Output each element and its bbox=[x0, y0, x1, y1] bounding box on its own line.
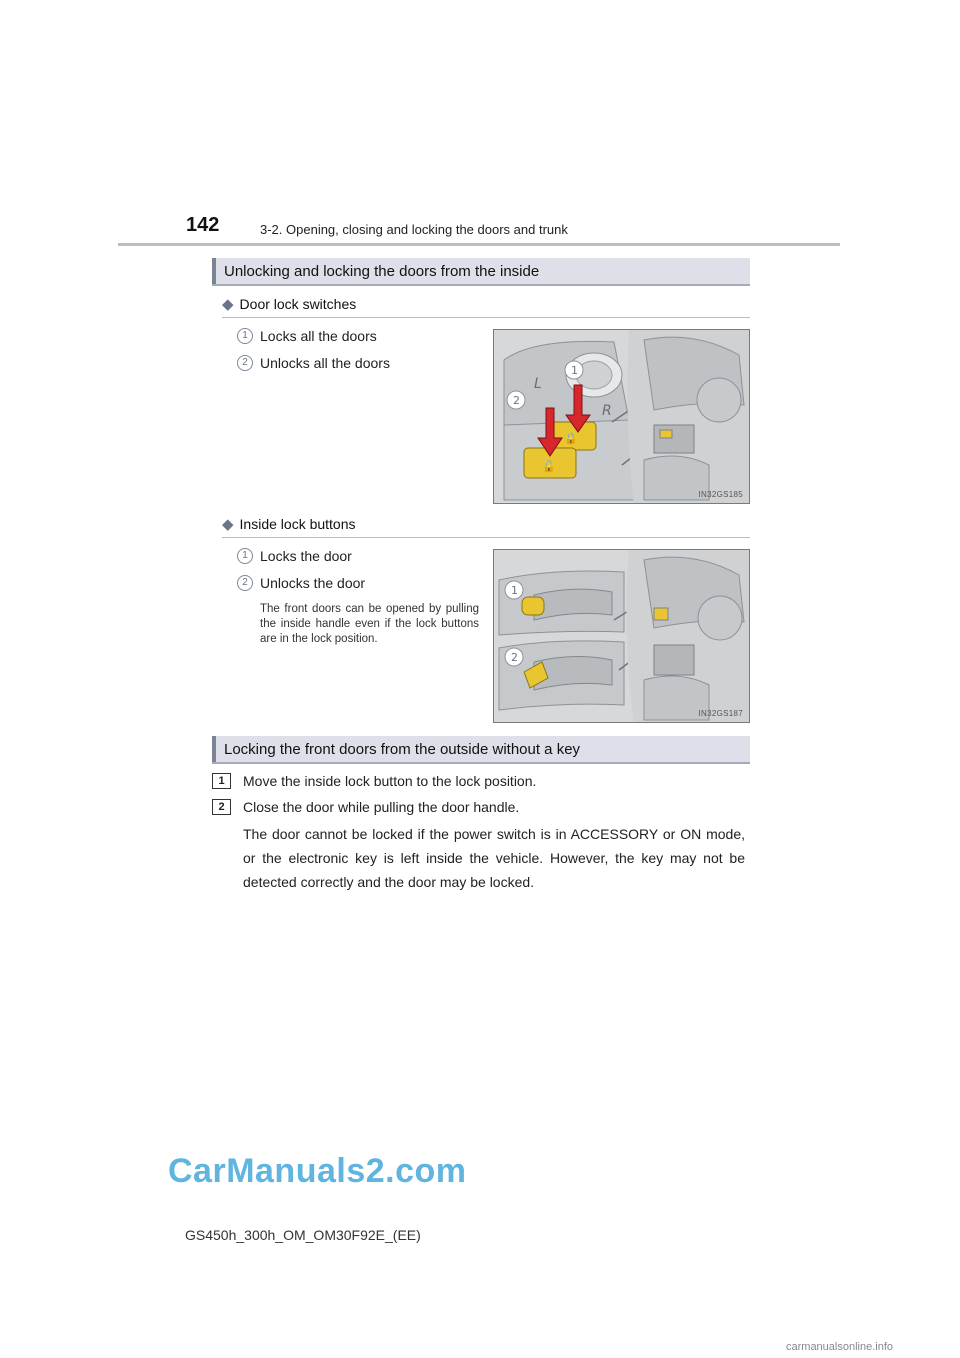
svg-text:1: 1 bbox=[511, 584, 518, 597]
svg-text:1: 1 bbox=[571, 364, 578, 377]
footer-code: GS450h_300h_OM_OM30F92E_(EE) bbox=[185, 1227, 421, 1243]
section-bar-accent bbox=[212, 258, 216, 284]
subheading-divider bbox=[222, 537, 750, 538]
item-unlocks-all-doors: Unlocks all the doors bbox=[260, 355, 390, 371]
chapter-title: 3-2. Opening, closing and locking the doors and trunk bbox=[260, 222, 568, 237]
svg-text:🔓: 🔓 bbox=[542, 460, 556, 473]
figure-code: IN32GS185 bbox=[698, 490, 743, 499]
svg-text:2: 2 bbox=[511, 651, 518, 664]
section-bar-accent bbox=[212, 736, 216, 762]
svg-text:R: R bbox=[602, 403, 612, 419]
site-watermark: carmanualsonline.info bbox=[786, 1341, 894, 1353]
step-text-2: Close the door while pulling the door handle. bbox=[243, 799, 520, 815]
section-title-bar bbox=[212, 258, 750, 286]
diamond-icon: ◆ bbox=[222, 516, 234, 533]
callout-number-1: 1 bbox=[237, 548, 253, 564]
section-title: Unlocking and locking the doors from the inside bbox=[224, 263, 540, 280]
section-title-bar bbox=[212, 736, 750, 764]
item-unlocks-the-door: Unlocks the door bbox=[260, 575, 366, 591]
inside-lock-button-drawing bbox=[494, 550, 750, 723]
subheading-divider bbox=[222, 317, 750, 318]
svg-text:2: 2 bbox=[513, 394, 520, 407]
item-locks-all-doors: Locks all the doors bbox=[260, 328, 377, 344]
lock-condition-paragraph: The door cannot be locked if the power switch is in ACCESSORY or ON mode, or the electronic key is left inside the vehicle. However, the key may not be detected correctly and the door may be locked. bbox=[243, 826, 745, 890]
subheading-inside-lock-buttons: ◆ Inside lock buttons bbox=[222, 516, 356, 533]
page-number: 142 bbox=[186, 214, 220, 236]
callout-number-1: 1 bbox=[237, 328, 253, 344]
watermark-logo: CarManuals2.com bbox=[168, 1152, 467, 1190]
step-number-1: 1 bbox=[212, 773, 231, 789]
callout-number-2: 2 bbox=[237, 355, 253, 371]
inside-handle-note: The front doors can be opened by pulling the inside handle even if the lock buttons are in the lock position. bbox=[260, 603, 479, 645]
svg-text:🔒: 🔒 bbox=[564, 432, 578, 445]
svg-text:L: L bbox=[534, 376, 542, 392]
item-locks-the-door: Locks the door bbox=[260, 548, 352, 564]
door-lock-switch-drawing bbox=[494, 330, 750, 504]
callout-number-2: 2 bbox=[237, 575, 253, 591]
step-number-2: 2 bbox=[212, 799, 231, 815]
section-title: Locking the front doors from the outside without a key bbox=[224, 741, 581, 758]
inside-lock-button-illustration bbox=[493, 549, 750, 723]
figure-code: IN32GS187 bbox=[698, 709, 743, 718]
header-divider bbox=[118, 243, 840, 246]
step-text-1: Move the inside lock button to the lock position. bbox=[243, 773, 537, 789]
door-lock-switch-illustration bbox=[493, 329, 750, 504]
subheading-door-lock-switches: ◆ Door lock switches bbox=[222, 296, 357, 313]
diamond-icon: ◆ bbox=[222, 296, 234, 313]
